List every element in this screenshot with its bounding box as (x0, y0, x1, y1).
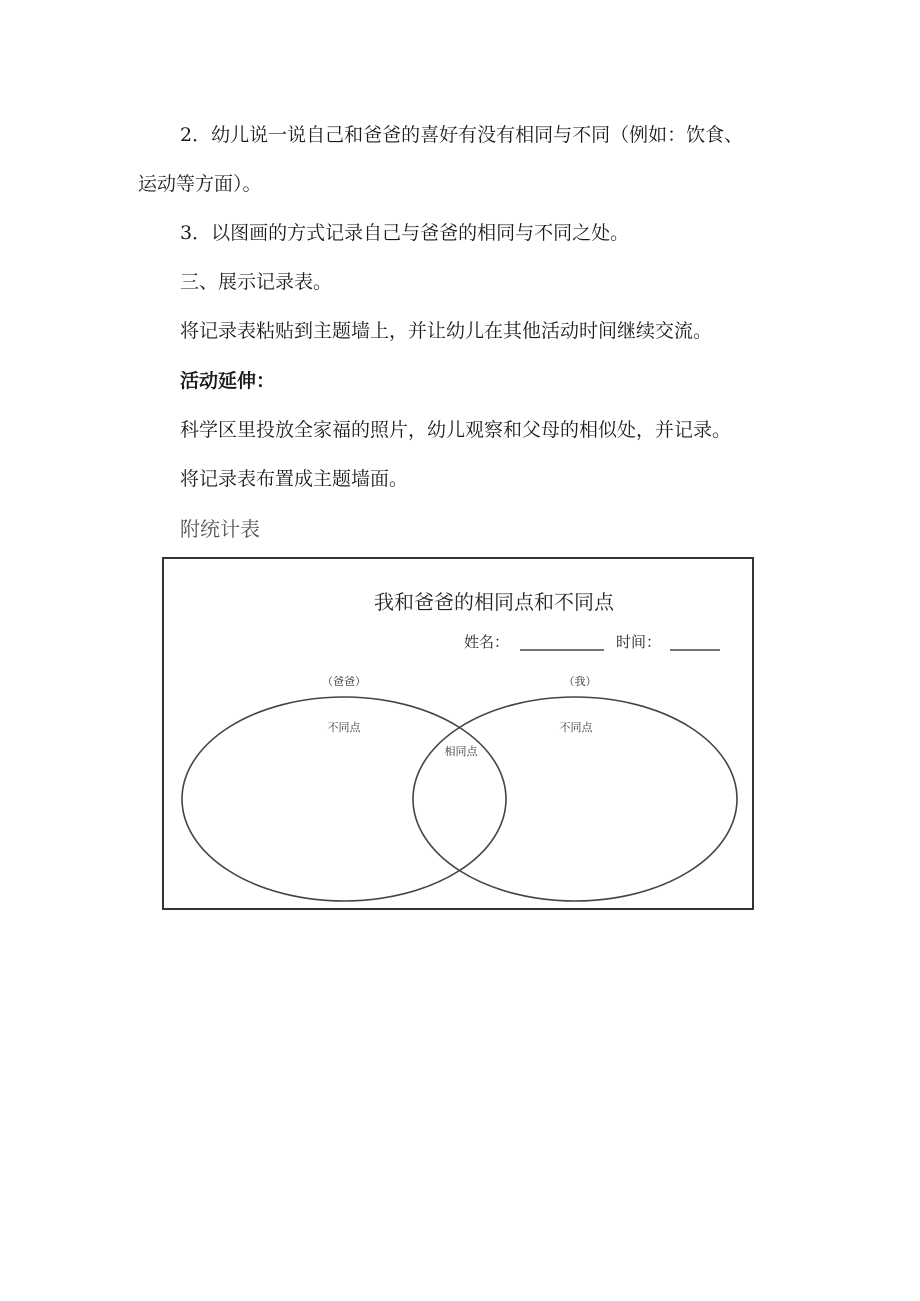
paragraph-display-sheet: 将记录表粘贴到主题墙上，并让幼儿在其他活动时间继续交流。 (180, 320, 713, 342)
appendix-label: 附统计表 (180, 517, 260, 541)
me-different-label: 不同点 (559, 721, 593, 734)
dad-different-label: 不同点 (327, 721, 361, 734)
paragraph-science-corner: 科学区里投放全家福的照片，幼儿观察和父母的相似处，并记录。 (180, 419, 732, 441)
dad-circle-label: （爸爸） (322, 675, 366, 688)
paragraph-3: 3．以图画的方式记录自己与爸爸的相同与不同之处。 (180, 222, 630, 244)
paragraph-theme-wall: 将记录表布置成主题墙面。 (180, 468, 409, 490)
activity-extension-heading: 活动延伸： (180, 370, 276, 392)
name-label: 姓名： (464, 633, 510, 651)
record-sheet (162, 557, 754, 910)
section-3-heading: 三、展示记录表。 (180, 271, 333, 293)
same-points-label: 相同点 (444, 745, 478, 758)
me-circle-label: （我） (563, 675, 597, 688)
paragraph-2-line-1: 2．幼儿说一说自己和爸爸的喜好有没有相同与不同（例如：饮食、 (180, 124, 744, 146)
venn-diagram (164, 559, 752, 908)
time-label: 时间： (616, 633, 662, 651)
paragraph-2-line-2: 运动等方面）。 (138, 173, 262, 195)
record-sheet-title: 我和爸爸的相同点和不同点 (374, 590, 614, 614)
